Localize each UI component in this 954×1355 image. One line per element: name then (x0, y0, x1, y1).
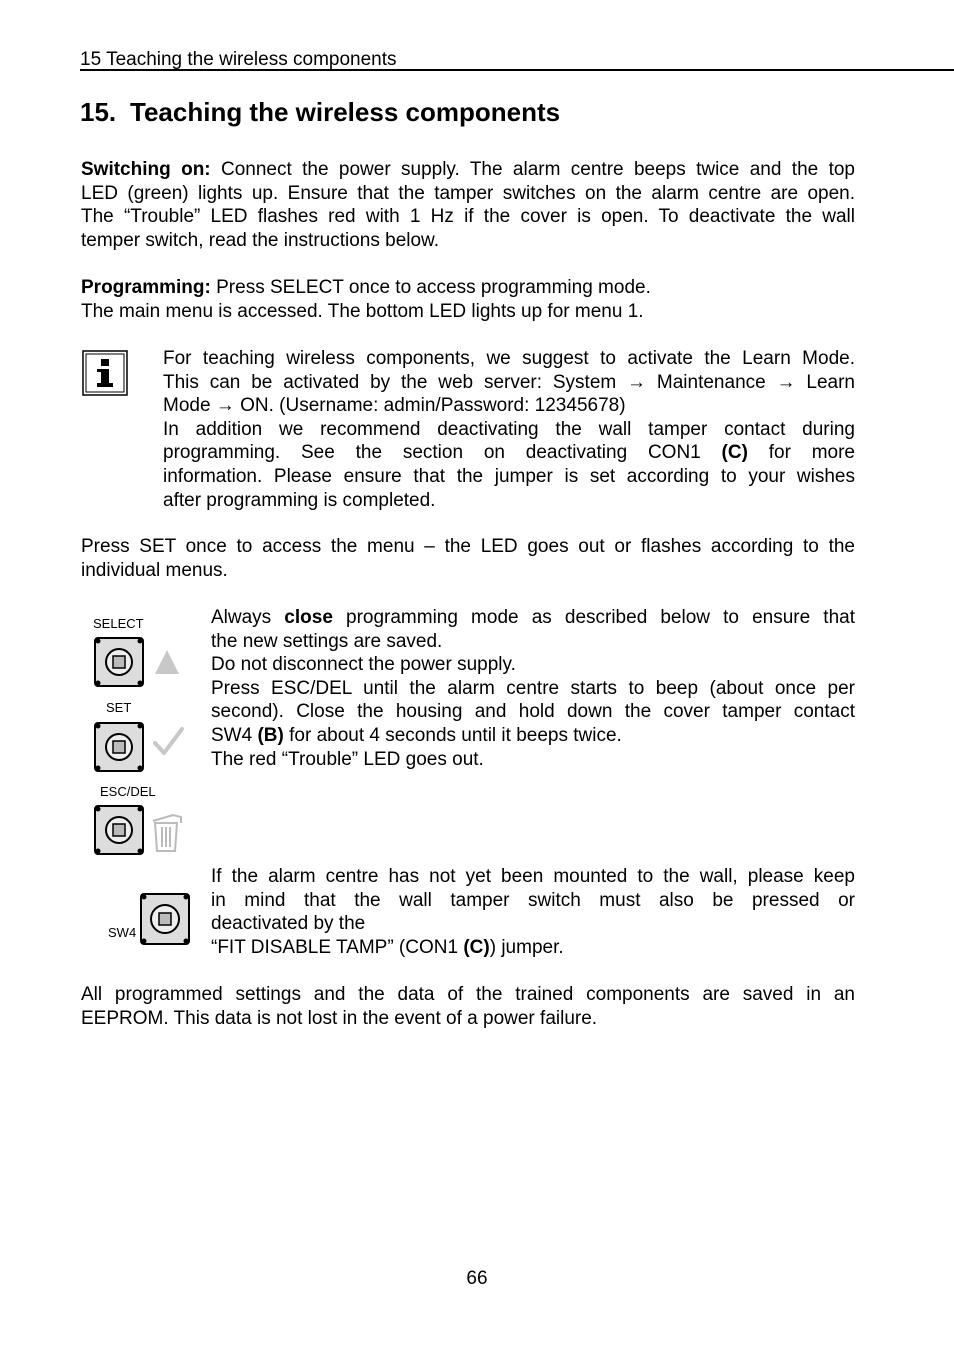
text-line: All programmed settings and the data of the trained components are saved in an (81, 984, 855, 1005)
set-button-icon (93, 721, 145, 773)
text-line: Press ESC/DEL until the alarm centre starts to beep (about once per (211, 677, 855, 699)
text-line: Connect the power supply. The alarm centre beeps twice and the top (210, 159, 855, 180)
switching-on-label: Switching on: (81, 159, 211, 180)
text-line: programming mode as described below to ensure that (332, 607, 855, 628)
text-line: Mode → ON. (Username: admin/Password: 12345678) (163, 395, 626, 417)
text-line: individual menus. (81, 559, 228, 581)
text-line: second). Close the housing and hold down the cover tamper contact (211, 701, 855, 723)
text-line: temper switch, read the instructions below. (81, 229, 440, 251)
select-button-label: SELECT (93, 616, 144, 631)
set-button-label: SET (106, 700, 132, 715)
trash-icon (151, 813, 185, 855)
sw4-label: SW4 (108, 925, 137, 940)
ref-c: (C) (721, 442, 748, 464)
text-line: Press SELECT once to access programming mode. (210, 277, 651, 298)
ref-c: (C) (463, 936, 490, 958)
eeprom-paragraph (81, 983, 855, 1030)
text-line: for more (747, 442, 855, 464)
checkmark-icon (152, 725, 184, 757)
text-line: information. Please ensure that the jumper is set according to your wishes (163, 465, 855, 487)
text-line: SW4 (211, 724, 258, 746)
sw4-switch-icon (139, 892, 191, 946)
info-note (163, 347, 855, 512)
text-line: the new settings are saved. (211, 630, 443, 652)
text-line: Always (211, 607, 285, 628)
text-line: after programming is completed. (163, 489, 436, 511)
text-line: The “Trouble” LED flashes red with 1 Hz if the cover is open. To deactivate the wall (81, 206, 855, 228)
text-line: for about 4 seconds until it beeps twice. (283, 724, 622, 746)
ref-b: (B) (257, 724, 284, 746)
press-set-paragraph (81, 535, 855, 582)
text-line: If the alarm centre has not yet been mounted to the wall, please keep (211, 866, 855, 887)
section-title: Teaching the wireless components (130, 97, 561, 127)
wall-note (211, 865, 855, 959)
section-number: 15. (80, 97, 117, 127)
text-line: ) jumper. (489, 936, 564, 958)
page-number: 66 (466, 1268, 488, 1289)
info-icon (82, 350, 128, 396)
escdel-button-label: ESC/DEL (100, 784, 156, 799)
text-line: EEPROM. This data is not lost in the event of a power failure. (81, 1007, 598, 1029)
running-header: 15 Teaching the wireless components (80, 49, 954, 71)
text-line: For teaching wireless components, we suggest to activate the Learn Mode. (163, 348, 855, 369)
text-line: In addition we recommend deactivating the wall tamper contact during (163, 418, 855, 440)
text-line: The main menu is accessed. The bottom LED lights up for menu 1. (81, 300, 644, 322)
text-line: Press SET once to access the menu – the LED goes out or flashes according to the (81, 536, 855, 557)
escdel-button-icon (93, 804, 145, 856)
programming-paragraph (81, 276, 855, 323)
text-line: “FIT DISABLE TAMP” (CON1 (211, 936, 464, 958)
text-line: LED (green) lights up. Ensure that the tamper switches on the alarm centre are open. (81, 182, 855, 204)
text-line: Do not disconnect the power supply. (211, 654, 516, 676)
close-note (211, 606, 855, 771)
text-line: This can be activated by the web server: System → Maintenance → Learn (163, 371, 855, 393)
up-arrow-icon (153, 648, 181, 676)
select-button-icon (93, 636, 145, 688)
text-line: programming. See the section on deactivating CON1 (163, 442, 722, 464)
section-heading (80, 96, 560, 128)
close-emphasis: close (284, 607, 333, 628)
switching-on-paragraph (81, 158, 855, 252)
programming-label: Programming: (81, 277, 211, 298)
text-line: in mind that the wall tamper switch must also be pressed or (211, 889, 855, 911)
text-line: The red “Trouble” LED goes out. (211, 748, 484, 770)
text-line: deactivated by the (211, 913, 366, 935)
